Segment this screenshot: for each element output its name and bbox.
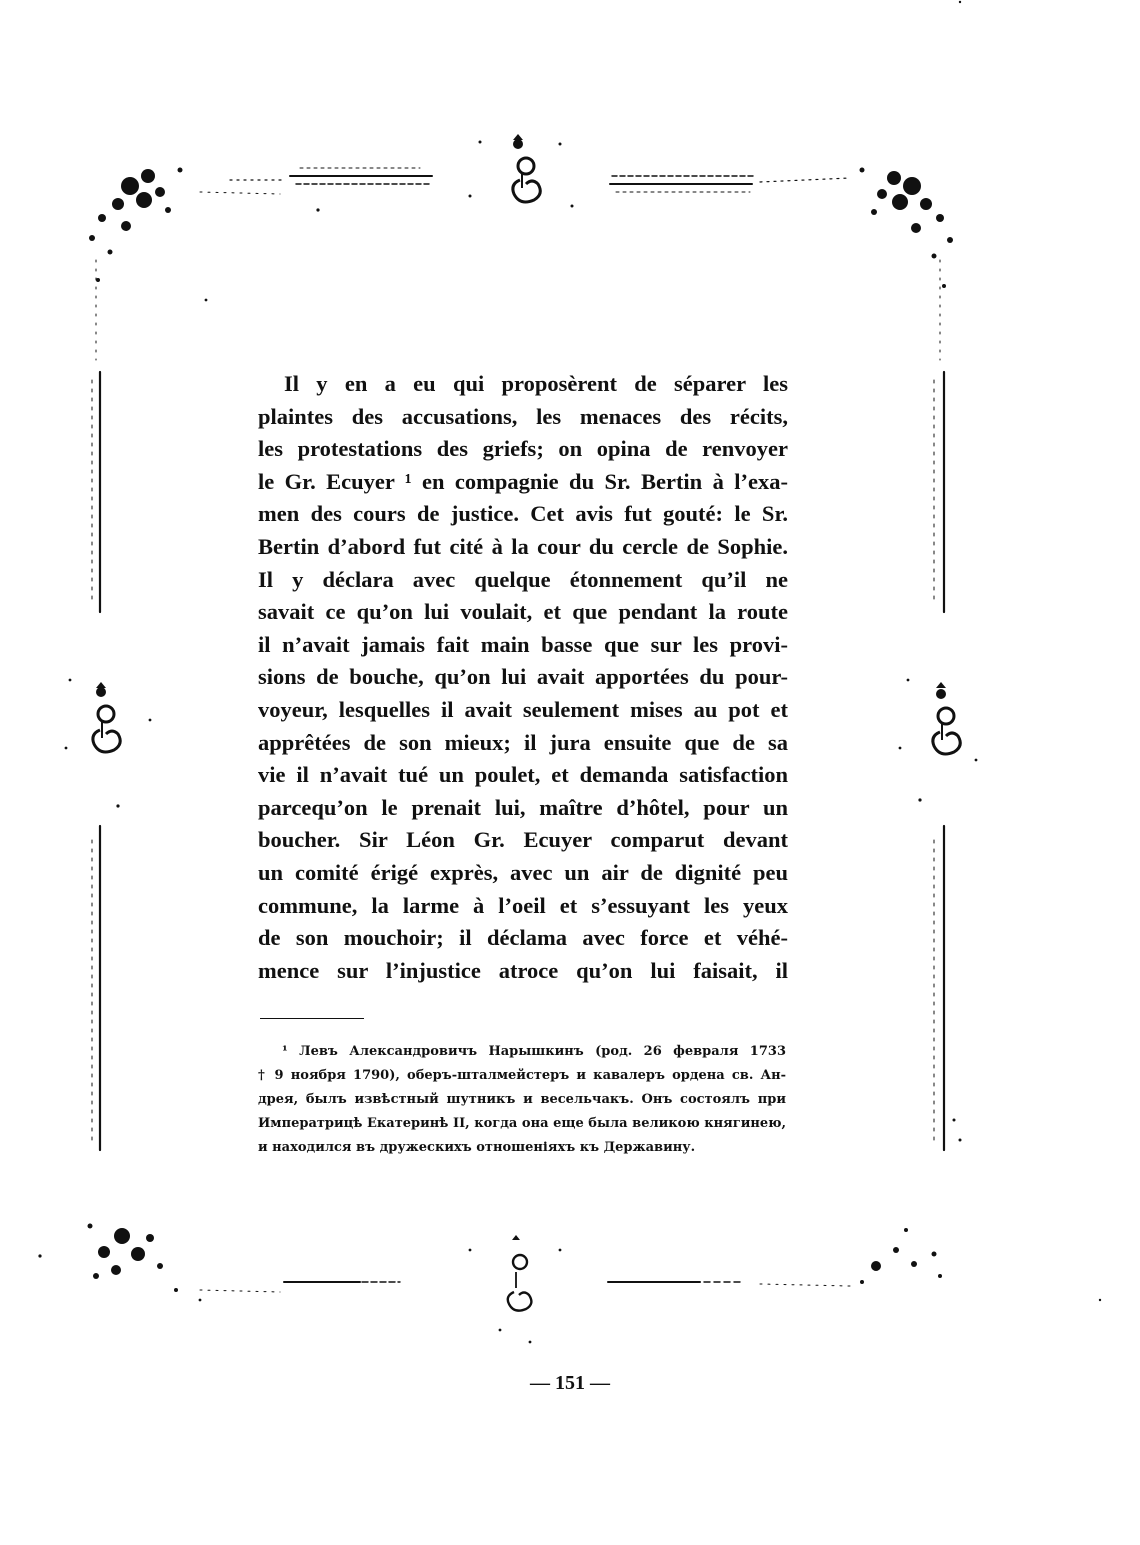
corner-bouquet-bottom-left <box>88 1224 179 1293</box>
footnote-line: † 9 ноября 1790), оберъ-шталмейстеръ и кавалеръ ордена св. Ан- <box>258 1068 786 1083</box>
text-line: un comité érigé exprès, avec un air de dignité peu <box>258 859 788 885</box>
page-number: — 151 — <box>530 1372 610 1394</box>
bottom-border <box>200 1282 850 1292</box>
footnote-rule <box>260 1018 364 1019</box>
text-line: voyeur, lesquelles il avait seulement mises au pot et <box>258 696 788 722</box>
footnote-line: ¹ Левъ Александровичъ Нарышкинъ (род. 26 февраля 1733 <box>282 1044 786 1059</box>
text-line: apprêtées de son mieux; il jura ensuite que de sa <box>258 729 788 755</box>
monogram-right <box>933 682 960 754</box>
text-line: vie il n’avait tué un poulet, et demanda satisfaction <box>258 762 788 788</box>
text-line: Bertin d’abord fut cité à la cour du cercle de Sophie. <box>258 533 788 559</box>
text-line: plaintes des accusations, les menaces des récits, <box>258 403 788 429</box>
text-line: mence sur l’injustice atroce qu’on lui faisait, il <box>258 957 788 983</box>
text-line: de son mouchoir; il déclama avec force et véhé- <box>258 925 788 951</box>
main-text <box>258 368 788 987</box>
left-border <box>92 260 100 1150</box>
top-border-right <box>610 176 850 192</box>
text-line: men des cours de justice. Cet avis fut gouté: le Sr. <box>258 501 788 527</box>
top-border-left <box>200 168 432 194</box>
text-line: Il y déclara avec quelque étonnement qu’il ne <box>258 566 788 592</box>
monogram-bottom <box>508 1235 532 1311</box>
text-line: Il y en a eu qui proposèrent de séparer les <box>284 371 788 396</box>
footnote-line: Императрицѣ Екатеринѣ II, когда она еще была великою княгинею, <box>258 1116 786 1131</box>
text-line: commune, la larme à l’oeil et s’essuyant les yeux <box>258 892 788 918</box>
corner-bouquet-bottom-right <box>860 1228 942 1284</box>
text-line: le Gr. Ecuyer ¹ en compagnie du Sr. Bertin à l’exa- <box>258 468 788 494</box>
text-line: boucher. Sir Léon Gr. Ecuyer comparut devant <box>258 827 788 853</box>
corner-bouquet-top-left <box>89 168 183 283</box>
footnote-line: дрея, былъ извѣстный шутникъ и весельчакъ. Онъ состоялъ при <box>258 1092 786 1107</box>
right-border <box>934 260 944 1150</box>
monogram-left <box>93 682 120 752</box>
text-line: il n’avait jamais fait main basse que sur les provi- <box>258 631 788 657</box>
text-line: parcequ’on le prenait lui, maître d’hôtel, pour un <box>258 794 788 820</box>
corner-bouquet-top-right <box>860 168 954 289</box>
footnote <box>258 1040 786 1160</box>
text-line: sions de bouche, qu’on lui avait apportées du pour- <box>258 664 788 690</box>
footnote-line: и находился въ дружескихъ отношеніяхъ къ Державину. <box>258 1140 696 1155</box>
text-line: les protestations des griefs; on opina de renvoyer <box>258 436 788 462</box>
text-line: savait ce qu’on lui voulait, et que pendant la route <box>258 599 788 625</box>
monogram-top <box>513 134 540 202</box>
